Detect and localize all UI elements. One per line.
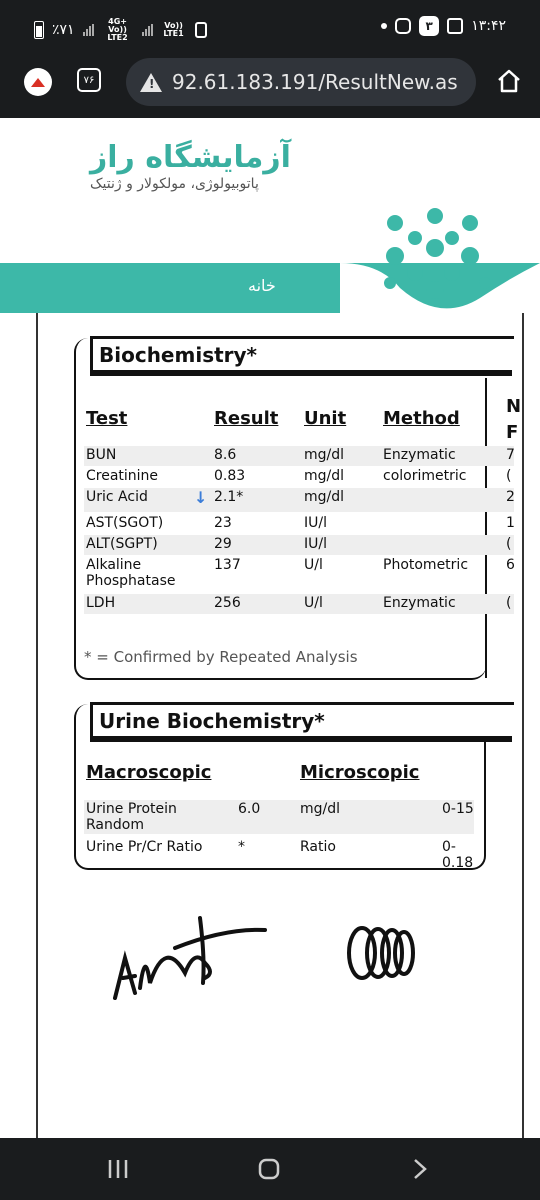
logo-title: آزمایشگاه راز xyxy=(90,140,291,175)
cell-edge: 2 xyxy=(506,489,515,505)
cell-edge: 7 xyxy=(506,447,515,463)
not-secure-icon[interactable] xyxy=(140,73,162,92)
table-row xyxy=(84,594,514,614)
app-notification-icon xyxy=(195,22,207,38)
cell-unit: Ratio xyxy=(300,839,336,855)
title-underline xyxy=(90,370,512,376)
update-icon[interactable] xyxy=(24,68,52,96)
signature-2 xyxy=(340,918,420,988)
url-text: 92.61.183.191/ResultNew.as xyxy=(172,70,458,94)
biochemistry-title: Biochemistry* xyxy=(90,336,514,372)
col-macroscopic: Macroscopic xyxy=(86,762,212,783)
cell-result: * xyxy=(238,839,245,855)
table-row xyxy=(84,467,514,487)
cell-unit: mg/dl xyxy=(304,489,345,505)
table-row xyxy=(84,800,474,834)
back-button[interactable] xyxy=(412,1158,428,1180)
tab-switcher-button[interactable]: ۷۶ xyxy=(77,68,101,92)
home-icon[interactable] xyxy=(496,68,522,94)
gallery-icon xyxy=(447,18,463,34)
col-edge-bottom: F xyxy=(506,422,519,443)
network-2: Vo)) LTE1 xyxy=(163,21,184,38)
cell-range: 0-15 xyxy=(442,801,474,817)
cell-edge: ( xyxy=(506,595,512,611)
cell-test: AST(SGOT) xyxy=(86,515,164,531)
cell-result: 256 xyxy=(214,595,241,611)
nav-home-link[interactable]: خانه xyxy=(248,276,276,295)
col-result: Result xyxy=(214,408,279,429)
cell-unit: mg/dl xyxy=(304,447,345,463)
urine-panel xyxy=(74,704,486,870)
cell-test: BUN xyxy=(86,447,117,463)
cell-result: 137 xyxy=(214,557,241,573)
cell-method: colorimetric xyxy=(383,468,467,484)
signal-icon xyxy=(83,24,94,36)
cell-edge: ( xyxy=(506,536,512,552)
web-page xyxy=(0,118,540,1138)
table-row xyxy=(84,514,514,534)
cell-test: Urine Pr/Cr Ratio xyxy=(86,839,203,855)
cell-method: Enzymatic xyxy=(383,447,456,463)
battery-icon xyxy=(34,21,44,39)
table-row xyxy=(84,446,514,466)
table-row xyxy=(84,535,514,555)
site-header xyxy=(0,118,540,318)
cell-result: 0.83 xyxy=(214,468,246,484)
address-bar[interactable] xyxy=(126,58,476,106)
system-nav-bar xyxy=(0,1138,540,1200)
cell-result: 8.6 xyxy=(214,447,237,463)
cell-unit: mg/dl xyxy=(304,468,345,484)
table-row xyxy=(84,556,514,592)
footnote: * = Confirmed by Repeated Analysis xyxy=(84,648,358,666)
cell-unit: U/l xyxy=(304,595,323,611)
notification-badge: ۳ xyxy=(419,16,439,36)
table-row xyxy=(84,488,514,512)
cell-edge: 6 xyxy=(506,557,515,573)
signature-1 xyxy=(105,888,275,1008)
cell-edge: 1 xyxy=(506,515,515,531)
logo-mark-icon xyxy=(340,208,540,318)
clock: ۱۳:۴۲ xyxy=(471,18,506,34)
recent-apps-button[interactable] xyxy=(106,1158,130,1180)
cell-result: 6.0 xyxy=(238,801,261,817)
col-unit: Unit xyxy=(304,408,347,429)
cell-method: Enzymatic xyxy=(383,595,456,611)
status-bar xyxy=(0,0,540,58)
cell-test: Urine Protein Random xyxy=(86,801,177,833)
cell-result: 29 xyxy=(214,536,232,552)
network-1: 4G+ Vo)) LTE2 xyxy=(107,17,128,42)
cell-method: Photometric xyxy=(383,557,469,573)
col-microscopic: Microscopic xyxy=(300,762,420,783)
urine-title-underline xyxy=(90,736,512,742)
logo-subtitle: پاتوبیولوژی، مولکولار و ژنتیک xyxy=(90,176,259,192)
urine-title: Urine Biochemistry* xyxy=(90,702,514,738)
notification-dot xyxy=(381,23,387,29)
low-flag-icon: ↓ xyxy=(194,488,208,507)
cell-unit: U/l xyxy=(304,557,323,573)
table-row xyxy=(84,838,474,872)
cell-test: ALT(SGPT) xyxy=(86,536,158,552)
cell-range: 0-0.18 xyxy=(442,839,474,871)
browser-toolbar xyxy=(0,58,540,118)
cell-test: Uric Acid xyxy=(86,489,148,505)
col-method: Method xyxy=(383,408,460,429)
col-test: Test xyxy=(86,408,128,429)
cell-edge: ( xyxy=(506,468,512,484)
cell-result: 23 xyxy=(214,515,232,531)
cell-unit: mg/dl xyxy=(300,801,341,817)
cell-test: LDH xyxy=(86,595,116,611)
home-button[interactable] xyxy=(258,1158,280,1180)
cell-test: Alkaline Phosphatase xyxy=(86,557,176,589)
cell-test: Creatinine xyxy=(86,468,159,484)
col-edge-top: N xyxy=(506,396,522,417)
cell-unit: IU/l xyxy=(304,536,327,552)
signal-icon-2 xyxy=(142,24,153,36)
cell-unit: IU/l xyxy=(304,515,327,531)
battery-level: ٪۷۱ xyxy=(52,22,75,38)
instagram-icon xyxy=(395,18,411,34)
biochemistry-panel xyxy=(74,338,522,680)
cell-result: 2.1* xyxy=(214,489,244,505)
